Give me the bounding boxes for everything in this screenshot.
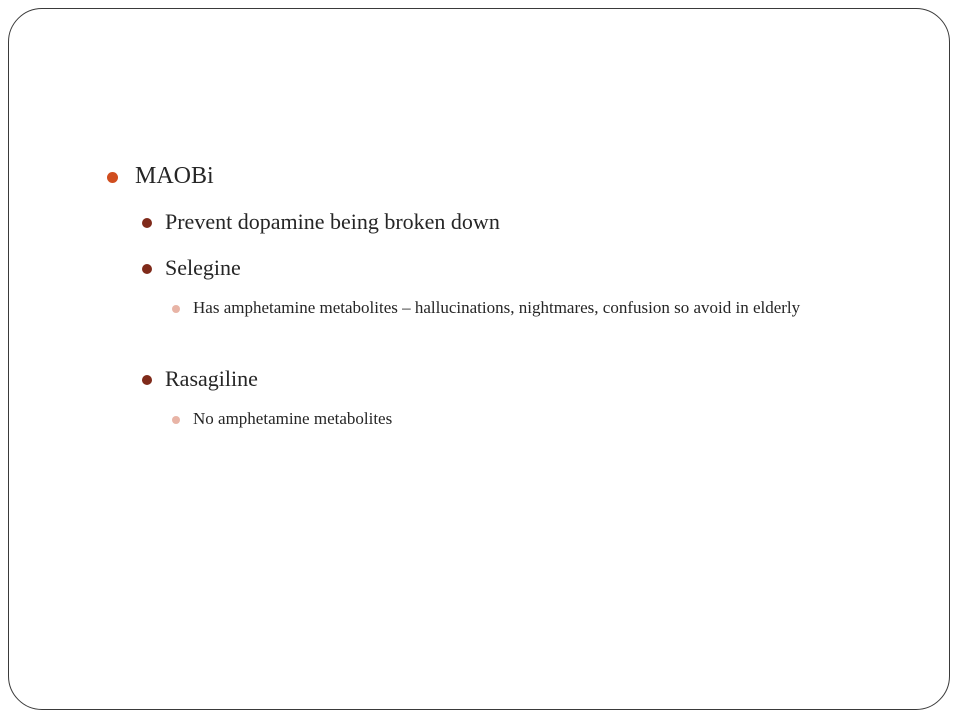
slide-frame xyxy=(8,8,950,710)
bullet-maobi: MAOBi xyxy=(135,163,214,189)
slide-content xyxy=(9,9,949,709)
bullet-dot-level2 xyxy=(142,218,152,228)
bullet-rasagiline: Rasagiline xyxy=(165,366,258,391)
bullet-dot-level1 xyxy=(107,172,118,183)
bullet-dot-level3 xyxy=(172,305,180,313)
bullet-dot-level2 xyxy=(142,264,152,274)
bullet-dot-level3 xyxy=(172,416,180,424)
bullet-prevent-dopamine: Prevent dopamine being broken down xyxy=(165,209,500,234)
bullet-selegine: Selegine xyxy=(165,255,241,280)
bullet-selegine-note: Has amphetamine metabolites – hallucinations, nightmares, confusion so avoid in elderly xyxy=(193,298,801,317)
bullet-dot-level2 xyxy=(142,375,152,385)
bullet-rasagiline-note: No amphetamine metabolites xyxy=(193,409,393,428)
